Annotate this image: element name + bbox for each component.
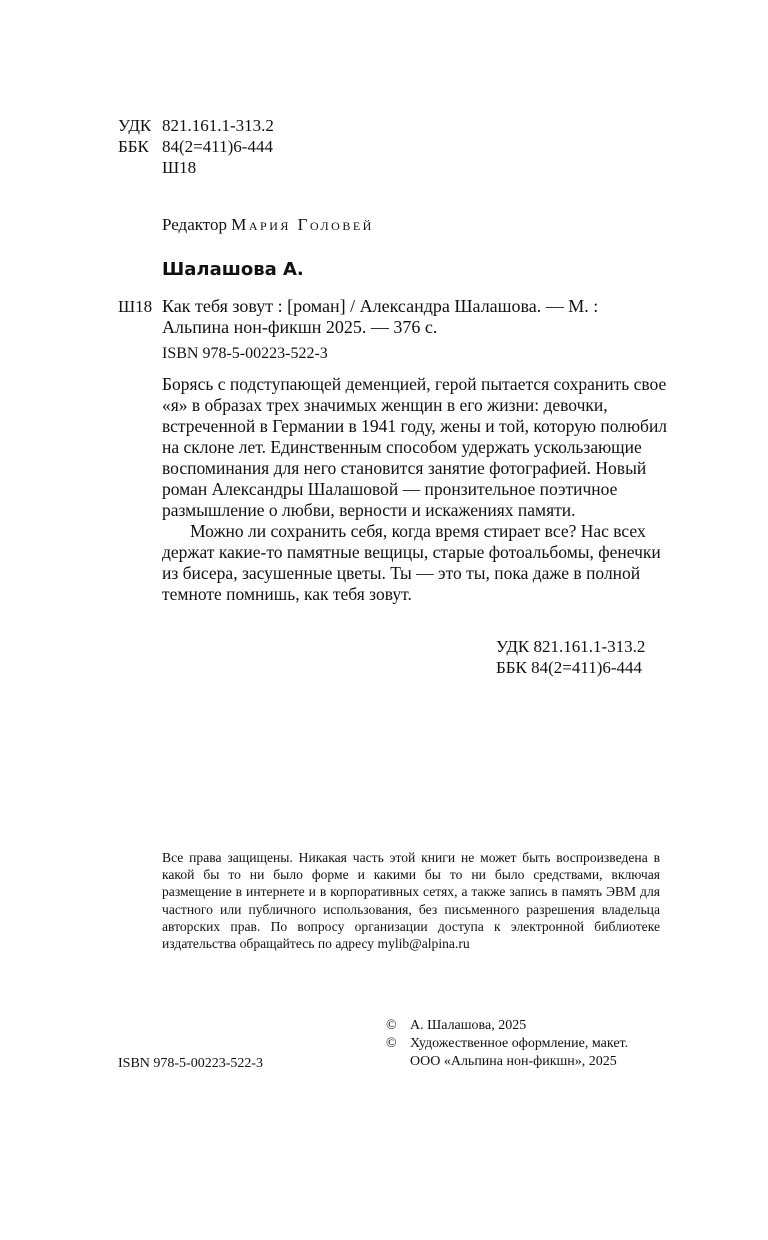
isbn-record: ISBN 978-5-00223-522-3 [162,345,328,362]
author-heading: Шалашова А. [162,259,304,280]
editor-line [162,215,374,235]
annotation-paragraph-2: Можно ли сохранить себя, когда время стирает все? Нас всех держат какие-то памятные вещицы, старые фотоальбомы, фенечки из бисера, засушенные цветы. Ты — это ты, пока даже в полной темноте помнишь, как тебя зовут. [162,521,661,604]
editor-name: Мария Головей [231,215,374,234]
bbk-value: 84(2=411)6-444 [162,137,273,156]
annotation [162,374,672,605]
copyright-publisher: ООО «Альпина нон-фикшн», 2025 [410,1054,617,1069]
bbk-label: ББК [118,137,149,156]
author-mark: Ш18 [162,158,197,177]
copyright-sign-1: © [386,1018,397,1033]
annotation-paragraph-1: Борясь с подступающей деменцией, герой пытается сохранить свое «я» в образах трех значимых женщин в его жизни: девочки, встреченной в Германии в 1941 году, жены и той, которую полюбил на склоне лет. Единственным способом удержать ускользающие воспоминания для него становится занятие фотографией. Новый роман Александры Шалашовой — пронзительное поэтичное размышление о любви, верности и искажениях памяти. [162,374,668,520]
copyright-author: А. Шалашова, 2025 [410,1018,527,1033]
udk-value: 821.161.1-313.2 [162,116,274,135]
title-line-2: Альпина нон-фикшн 2025. — 376 с. [162,317,438,337]
bbk-right: ББК 84(2=411)6-444 [496,658,643,677]
author-code: Ш18 [118,297,153,316]
isbn-footer: ISBN 978-5-00223-522-3 [118,1056,264,1071]
copyright-sign-2: © [386,1036,397,1051]
title-line-1: Как тебя зовут : [роман] / Александра Шалашова. — М. : [162,296,599,316]
udk-right: УДК 821.161.1-313.2 [496,637,646,656]
udk-label: УДК [118,116,152,135]
rights-notice: Все права защищены. Никакая часть этой книги не может быть воспроизведена в какой бы то ни было форме и какими бы то ни было средствами, включая размещение в интернете и в корпоративных сетях, а также запись в память ЭВМ для частного или публичного использования, без письменного разрешения владельца авторских прав. По вопросу организации доступа к электронной библиотеке издательства обращайтесь по адресу mylib@alpina.ru [162,850,660,952]
copyright-design: Художественное оформление, макет. [410,1036,629,1051]
editor-label: Редактор [162,215,227,234]
